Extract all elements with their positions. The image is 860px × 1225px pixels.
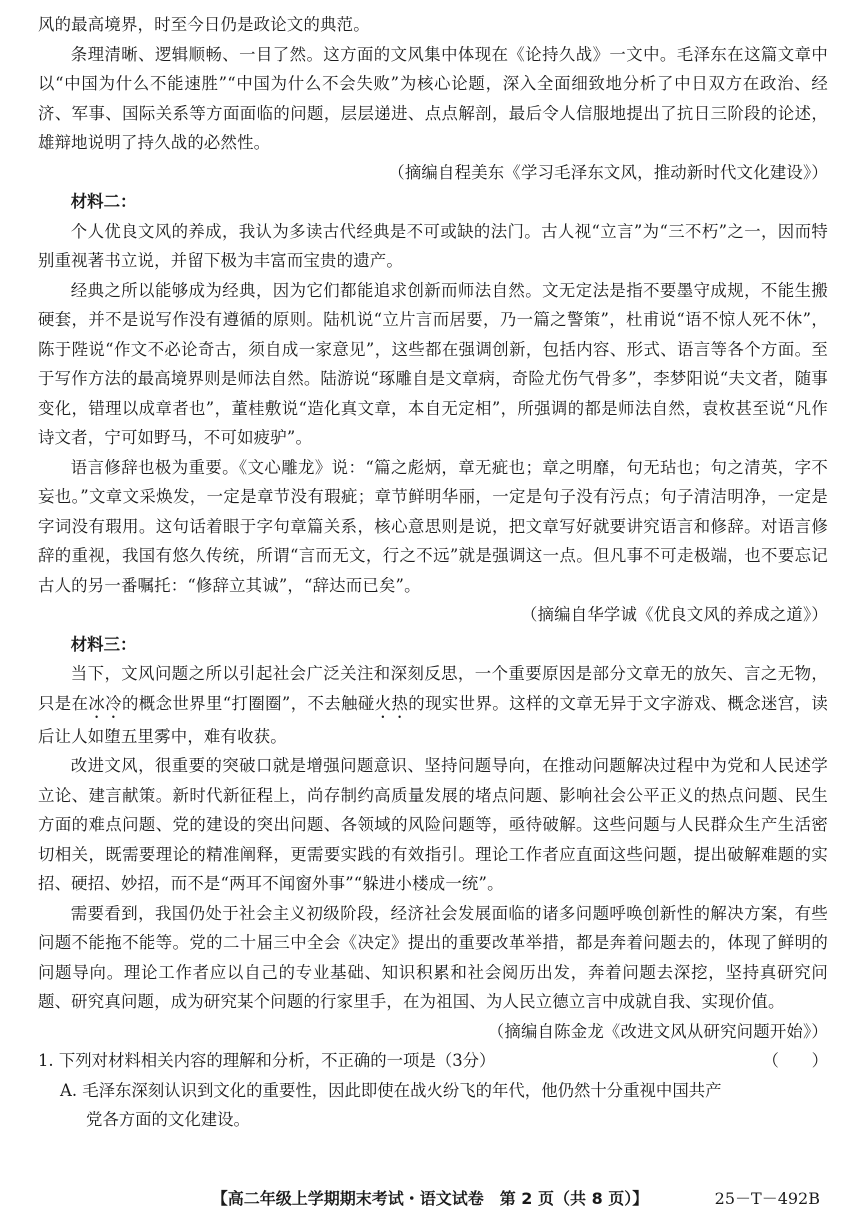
paragraph: 改进文风，很重要的突破口就是增强问题意识、坚持问题导向，在推动问题解决过程中为党和人民述学立论、建言献策。新时代新征程上，尚存制约高质量发展的堵点问题、影响社会公平正义的热点问题、民生方面的难点问题、党的建设的突出问题、各领域的风险问题等，亟待破解。这些问题与人民群众生产生活密切相关，既需要理论的精准阐释，更需要实践的有效指引。理论工作者应直面这些问题，提出破解难题的实招、硬招、妙招，而不是“两耳不闻窗外事”“躲进小楼成一统”。 bbox=[38, 756, 828, 893]
paragraph-with-emphasis bbox=[38, 659, 828, 751]
source-citation: （摘编自华学诚《优良文风的养成之道》） bbox=[520, 605, 828, 624]
paragraph: 条理清晰、逻辑顺畅、一目了然。这方面的文风集中体现在《论持久战》一文中。毛泽东在这篇文章中以“中国为什么不能速胜”“中国为什么不会失败”为核心论题，深入全面细致地分析了中日双方在政治、经济、军事、国际关系等方面面临的问题，层层递进、点点解剖，最后令人信服地提出了抗日三阶段的论述，雄辩地说明了持久战的必然性。 bbox=[38, 44, 828, 152]
paragraph: 经典之所以能够成为经典，因为它们都能追求创新而师法自然。文无定法是指不要墨守成规，不能生搬硬套，并不是说写作没有遵循的原则。陆机说“立片言而居要，乃一篇之警策”，杜甫说“语不惊人死不休”，陈于陛说“作文不必论奇古，须自成一家意见”，这些都在强调创新，包括内容、形式、语言等各个方面。至于写作方法的最高境界则是师法自然。陆游说“琢雕自是文章病，奇险尤伤气骨多”，李梦阳说“夫文者，随事变化，错理以成章者也”，董桂敷说“造化真文章，本自无定相”，所强调的都是师法自然，袁枚甚至说“凡作诗文者，宁可如野马，不可如疲驴”。 bbox=[38, 280, 828, 447]
question-1 bbox=[38, 1046, 828, 1076]
paragraph-tail: 风的最高境界，时至今日仍是政论文的典范。 bbox=[38, 15, 370, 34]
source-citation: （摘编自程美东《学习毛泽东文风，推动新时代文化建设》） bbox=[388, 162, 828, 182]
exam-code: 25－T－492B bbox=[714, 1189, 820, 1208]
text-run: 的概念世界里“打圈圈”，不去触碰 bbox=[121, 693, 375, 713]
emphasized-word: 冰冷 bbox=[88, 693, 122, 713]
material-heading: 材料二： bbox=[70, 192, 137, 211]
option-a-continued: 党各方面的文化建设。 bbox=[86, 1110, 250, 1129]
footer-title: 【高二年级上学期期末考试・语文试卷 第 2 页（共 8 页）】 bbox=[211, 1189, 649, 1208]
page-content bbox=[38, 10, 828, 1135]
paragraph: 个人优良文风的养成，我认为多读古代经典是不可或缺的法门。古人视“立言”为“三不朽”之一，因而特别重视著书立说，并留下极为丰富而宝贵的遗产。 bbox=[38, 221, 828, 270]
source-citation: （摘编自陈金龙《改进文风从研究问题开始》） bbox=[487, 1021, 828, 1041]
paragraph: 语言修辞也极为重要。《文心雕龙》说：“篇之彪炳，章无疵也；章之明靡，句无玷也；句之清英，字不妄也。”文章文采焕发，一定是章节没有瑕疵；章节鲜明华丽，一定是句子没有污点；句子清洁明净，一定是字词没有瑕用。这句话着眼于字句章篇关系，核心意思则是说，把文章写好就要讲究语言和修辞。对语言修辞的重视，我国有悠久传统，所谓“言而无文，行之不远”就是强调这一点。但凡事不可走极端，也不要忘记古人的另一番嘱托：“修辞立其诚”，“辞达而已矣”。 bbox=[38, 457, 828, 595]
text-run: 的现实世界。这样的文章无异于文字游戏、概念迷宫，读后让人如堕五里雾中，难有收获。 bbox=[38, 693, 828, 746]
page-footer bbox=[0, 1186, 860, 1209]
option-a: A. 毛泽东深刻认识到文化的重要性，因此即使在战火纷飞的年代，他仍然十分重视中国共产 bbox=[60, 1080, 722, 1100]
question-text: 1. 下列对材料相关内容的理解和分析，不正确的一项是（3分） bbox=[38, 1051, 496, 1070]
material-heading: 材料三： bbox=[70, 634, 137, 654]
answer-blank: （ ） bbox=[762, 1051, 828, 1070]
text-run: 当下，文风问题之所以引起社会广泛关注和深刻反思，一个重要原因是部分文章无的放矢、言之无物，只是在 bbox=[38, 664, 828, 713]
paragraph: 需要看到，我国仍处于社会主义初级阶段，经济社会发展面临的诸多问题呼唤创新性的解决方案，有些问题不能拖不能等。党的二十届三中全会《决定》提出的重要改革举措，都是奔着问题去的，体现了鲜明的问题导向。理论工作者应以自己的专业基础、知识积累和社会阅历出发，奔着问题去深挖，坚持真研究问题、研究真问题，成为研究某个问题的行家里手，在为祖国、为人民立德立言中成就自我、实现价值。 bbox=[38, 903, 828, 1011]
emphasized-word: 火热 bbox=[374, 693, 409, 713]
